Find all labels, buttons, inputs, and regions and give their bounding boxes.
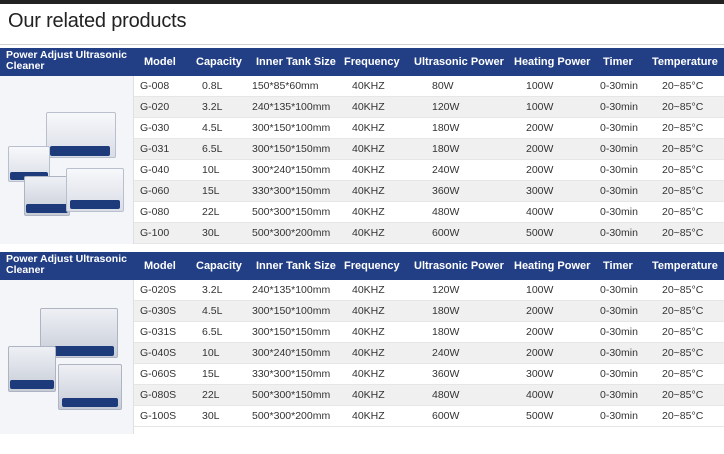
table-row (134, 385, 724, 406)
cell-temperature: 20~85°C (662, 410, 704, 422)
column-header-model: Model (144, 260, 176, 272)
cell-inner-tank-size: 500*300*150mm (252, 389, 331, 401)
cell-frequency: 40KHZ (352, 227, 385, 239)
cell-frequency: 40KHZ (352, 326, 385, 338)
cell-heating-power: 200W (526, 347, 554, 359)
cell-capacity: 4.5L (202, 122, 223, 134)
cell-heating-power: 200W (526, 305, 554, 317)
cell-model: G-031S (140, 326, 177, 338)
cell-capacity: 0.8L (202, 80, 223, 92)
cell-ultrasonic-power: 180W (432, 326, 460, 338)
cell-timer: 0-30min (600, 227, 638, 239)
cell-inner-tank-size: 300*150*100mm (252, 305, 331, 317)
cell-capacity: 22L (202, 206, 220, 218)
cell-model: G-030S (140, 305, 177, 317)
product-title: Power Adjust Ultrasonic Cleaner (6, 253, 127, 276)
cell-frequency: 40KHZ (352, 101, 385, 113)
cell-frequency: 40KHZ (352, 185, 385, 197)
column-header-model: Model (144, 56, 176, 68)
table-row (134, 322, 724, 343)
cell-ultrasonic-power: 480W (432, 389, 460, 401)
cell-inner-tank-size: 500*300*200mm (252, 227, 331, 239)
cell-frequency: 40KHZ (352, 80, 385, 92)
cell-timer: 0-30min (600, 284, 638, 296)
cell-ultrasonic-power: 80W (432, 80, 454, 92)
cell-frequency: 40KHZ (352, 305, 385, 317)
cell-frequency: 40KHZ (352, 122, 385, 134)
table-row (134, 97, 724, 118)
cell-heating-power: 200W (526, 143, 554, 155)
cell-temperature: 20~85°C (662, 206, 704, 218)
column-header-inner-tank-size: Inner Tank Size (256, 260, 336, 272)
cell-heating-power: 500W (526, 410, 554, 422)
column-header-heating-power: Heating Power (514, 260, 591, 272)
cell-capacity: 4.5L (202, 305, 223, 317)
cell-timer: 0-30min (600, 185, 638, 197)
table-row (134, 139, 724, 160)
product-section-1 (0, 48, 724, 244)
cell-model: G-080 (140, 206, 170, 218)
cell-temperature: 20~85°C (662, 122, 704, 134)
cell-heating-power: 400W (526, 206, 554, 218)
cell-model: G-030 (140, 122, 170, 134)
table-row (134, 406, 724, 427)
cell-frequency: 40KHZ (352, 164, 385, 176)
cell-model: G-100S (140, 410, 177, 422)
cell-heating-power: 300W (526, 368, 554, 380)
cell-temperature: 20~85°C (662, 389, 704, 401)
cell-model: G-060S (140, 368, 177, 380)
ultrasonic-cleaner-group-image[interactable] (0, 280, 134, 434)
column-header-frequency: Frequency (344, 56, 400, 68)
cell-heating-power: 100W (526, 284, 554, 296)
cell-model: G-080S (140, 389, 177, 401)
cell-capacity: 10L (202, 164, 220, 176)
cell-frequency: 40KHZ (352, 389, 385, 401)
cell-inner-tank-size: 330*300*150mm (252, 368, 331, 380)
cell-model: G-020S (140, 284, 177, 296)
cell-inner-tank-size: 300*150*100mm (252, 122, 331, 134)
cell-ultrasonic-power: 600W (432, 227, 460, 239)
cell-model: G-031 (140, 143, 170, 155)
table-row (134, 118, 724, 139)
cell-inner-tank-size: 300*240*150mm (252, 347, 331, 359)
cell-frequency: 40KHZ (352, 347, 385, 359)
table-header (0, 252, 724, 280)
cell-frequency: 40KHZ (352, 368, 385, 380)
cell-ultrasonic-power: 240W (432, 164, 460, 176)
ultrasonic-cleaner-group-image[interactable] (0, 76, 134, 244)
cell-temperature: 20~85°C (662, 305, 704, 317)
cell-capacity: 6.5L (202, 143, 223, 155)
column-header-inner-tank-size: Inner Tank Size (256, 56, 336, 68)
cell-capacity: 10L (202, 347, 220, 359)
cell-temperature: 20~85°C (662, 368, 704, 380)
column-header-timer: Timer (603, 260, 633, 272)
cell-ultrasonic-power: 180W (432, 305, 460, 317)
control-panel-icon (26, 204, 68, 213)
cell-frequency: 40KHZ (352, 410, 385, 422)
cell-frequency: 40KHZ (352, 206, 385, 218)
cell-timer: 0-30min (600, 326, 638, 338)
cell-model: G-040 (140, 164, 170, 176)
cell-heating-power: 500W (526, 227, 554, 239)
cell-heating-power: 100W (526, 101, 554, 113)
cell-heating-power: 100W (526, 80, 554, 92)
cell-frequency: 40KHZ (352, 284, 385, 296)
cell-ultrasonic-power: 180W (432, 143, 460, 155)
control-panel-icon (50, 146, 110, 156)
cell-timer: 0-30min (600, 410, 638, 422)
cell-temperature: 20~85°C (662, 227, 704, 239)
heading-divider (0, 44, 724, 45)
cell-ultrasonic-power: 180W (432, 122, 460, 134)
cell-timer: 0-30min (600, 206, 638, 218)
top-bar (0, 0, 724, 4)
cell-inner-tank-size: 500*300*150mm (252, 206, 331, 218)
cell-capacity: 15L (202, 368, 220, 380)
table-header (0, 48, 724, 76)
cell-timer: 0-30min (600, 368, 638, 380)
cell-inner-tank-size: 330*300*150mm (252, 185, 331, 197)
cell-timer: 0-30min (600, 80, 638, 92)
product-section-2 (0, 252, 724, 434)
table-row (134, 343, 724, 364)
cell-model: G-040S (140, 347, 177, 359)
cell-ultrasonic-power: 360W (432, 368, 460, 380)
cell-capacity: 30L (202, 410, 220, 422)
table-row (134, 76, 724, 97)
cell-model: G-008 (140, 80, 170, 92)
cell-heating-power: 200W (526, 164, 554, 176)
cell-capacity: 15L (202, 185, 220, 197)
cell-inner-tank-size: 240*135*100mm (252, 284, 331, 296)
cell-inner-tank-size: 300*150*150mm (252, 326, 331, 338)
table-row (134, 364, 724, 385)
column-header-frequency: Frequency (344, 260, 400, 272)
control-panel-icon (70, 200, 120, 209)
cell-model: G-100 (140, 227, 170, 239)
cell-heating-power: 200W (526, 326, 554, 338)
cell-temperature: 20~85°C (662, 80, 704, 92)
control-panel-icon (62, 398, 118, 407)
cell-timer: 0-30min (600, 101, 638, 113)
table-body (134, 280, 724, 427)
product-title: Power Adjust Ultrasonic Cleaner (6, 49, 127, 72)
control-panel-icon (10, 380, 54, 389)
cell-capacity: 22L (202, 389, 220, 401)
table-row (134, 181, 724, 202)
column-header-heating-power: Heating Power (514, 56, 591, 68)
cell-timer: 0-30min (600, 143, 638, 155)
cell-timer: 0-30min (600, 347, 638, 359)
column-header-temperature: Temperature (652, 260, 718, 272)
table-row (134, 301, 724, 322)
cell-capacity: 3.2L (202, 101, 223, 113)
column-header-capacity: Capacity (196, 260, 242, 272)
cell-ultrasonic-power: 120W (432, 101, 460, 113)
cell-ultrasonic-power: 480W (432, 206, 460, 218)
cell-timer: 0-30min (600, 122, 638, 134)
cell-inner-tank-size: 150*85*60mm (252, 80, 319, 92)
column-header-temperature: Temperature (652, 56, 718, 68)
cell-temperature: 20~85°C (662, 143, 704, 155)
cell-ultrasonic-power: 600W (432, 410, 460, 422)
cell-inner-tank-size: 300*150*150mm (252, 143, 331, 155)
cell-ultrasonic-power: 120W (432, 284, 460, 296)
cell-heating-power: 400W (526, 389, 554, 401)
table-row (134, 202, 724, 223)
cell-timer: 0-30min (600, 305, 638, 317)
cell-inner-tank-size: 500*300*200mm (252, 410, 331, 422)
column-header-timer: Timer (603, 56, 633, 68)
page-title: Our related products (8, 10, 187, 32)
cell-capacity: 3.2L (202, 284, 223, 296)
cell-timer: 0-30min (600, 164, 638, 176)
table-body (134, 76, 724, 244)
cell-timer: 0-30min (600, 389, 638, 401)
cell-inner-tank-size: 240*135*100mm (252, 101, 331, 113)
cell-temperature: 20~85°C (662, 185, 704, 197)
table-row (134, 280, 724, 301)
cell-temperature: 20~85°C (662, 326, 704, 338)
cell-model: G-020 (140, 101, 170, 113)
cell-model: G-060 (140, 185, 170, 197)
cell-temperature: 20~85°C (662, 347, 704, 359)
cell-heating-power: 300W (526, 185, 554, 197)
cell-frequency: 40KHZ (352, 143, 385, 155)
cell-temperature: 20~85°C (662, 101, 704, 113)
cell-capacity: 6.5L (202, 326, 223, 338)
cell-ultrasonic-power: 360W (432, 185, 460, 197)
column-header-ultrasonic-power: Ultrasonic Power (414, 260, 504, 272)
cell-heating-power: 200W (526, 122, 554, 134)
column-header-capacity: Capacity (196, 56, 242, 68)
cell-capacity: 30L (202, 227, 220, 239)
cell-temperature: 20~85°C (662, 164, 704, 176)
column-header-ultrasonic-power: Ultrasonic Power (414, 56, 504, 68)
cell-inner-tank-size: 300*240*150mm (252, 164, 331, 176)
cell-temperature: 20~85°C (662, 284, 704, 296)
table-row (134, 223, 724, 244)
cell-ultrasonic-power: 240W (432, 347, 460, 359)
table-row (134, 160, 724, 181)
